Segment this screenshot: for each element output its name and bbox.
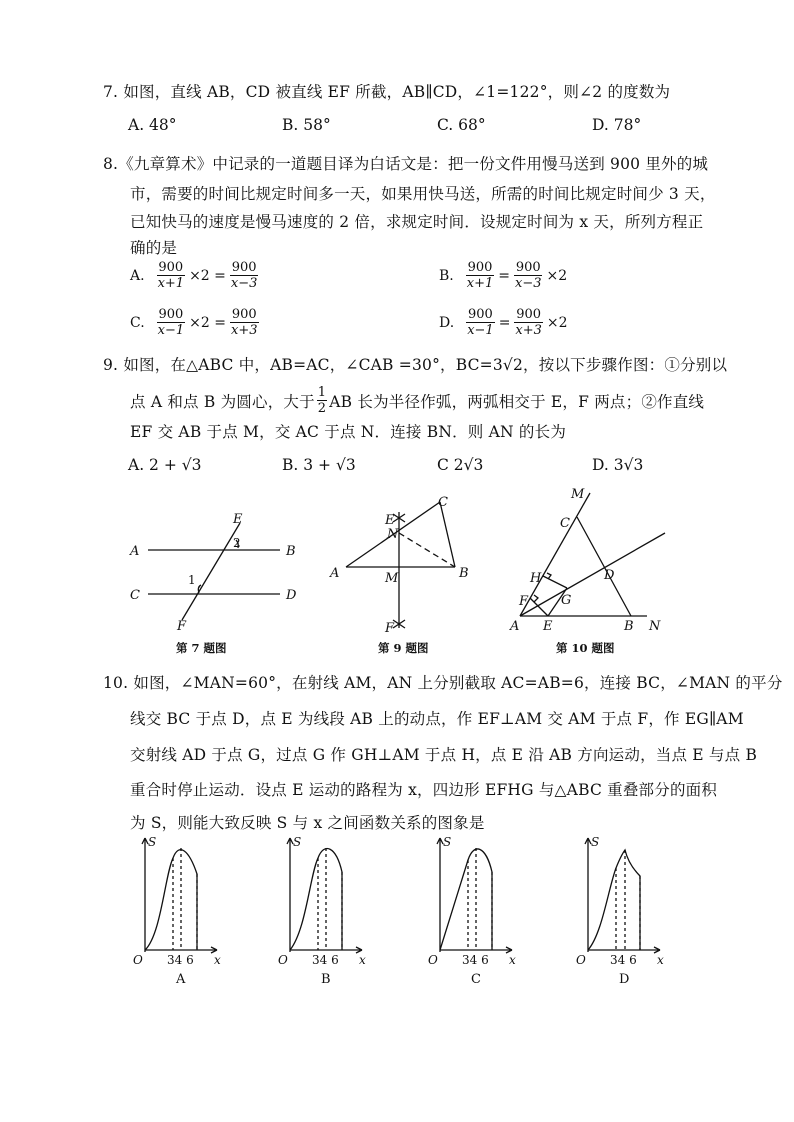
origin-label: O: [278, 953, 288, 967]
label-a: A: [510, 619, 520, 634]
label-e: E: [233, 512, 243, 527]
q10-line-5: 为 S，则能大致反映 S 与 x 之间函数关系的图象是: [130, 814, 485, 832]
segment-bn: [399, 533, 455, 567]
q8-line-2: 市，需要的时间比规定时间多一天，如果用快马送，所需的时间比规定时间少 3 天，: [130, 185, 716, 203]
q9-option-b: B. 3 + √3: [282, 456, 356, 474]
label-a: A: [130, 544, 140, 559]
label-c: C: [130, 588, 140, 603]
label-b: B: [286, 544, 296, 559]
angle-2-label: 2: [233, 536, 241, 550]
label-g: G: [561, 593, 572, 608]
graph-letter: D: [619, 972, 630, 987]
fraction-left: $\frac{900}{x-1}$: [467, 307, 494, 338]
label-b: B: [624, 619, 634, 634]
fraction-right: $\frac{900}{x+3}$: [515, 307, 542, 338]
axis-label-s: S: [293, 835, 302, 849]
q9-line-1: 9. 如图，在△ABC 中，AB=AC，∠CAB =30°，BC=3√2，按以下步骤作图：①分别以: [103, 356, 728, 374]
curve-c: [440, 849, 492, 950]
q9-option-c: C 2√3: [437, 456, 484, 474]
operator: =: [498, 314, 511, 331]
q10-line-4: 重合时停止运动．设点 E 运动的路程为 x，四边形 EFHG 与△ABC 重叠部分的面积: [130, 781, 718, 799]
label-e: E: [385, 513, 395, 528]
fraction-left: $\frac{900}{x+1}$: [157, 260, 185, 291]
origin-label: O: [133, 953, 143, 967]
q8-line-1: 8.《九章算术》中记录的一道题目译为白话文是：把一份文件用慢马送到 900 里外的城: [103, 155, 709, 173]
label-f: F: [519, 594, 529, 609]
curve-b: [290, 849, 342, 950]
label-c: C: [438, 495, 448, 510]
operator: ×2 =: [189, 314, 226, 331]
label-d: D: [286, 588, 297, 603]
graph-letter: C: [471, 972, 481, 987]
label-a: A: [330, 566, 340, 581]
q9-option-d: D. 3√3: [592, 456, 644, 474]
axis-label-s: S: [148, 835, 157, 849]
segment-bc: [577, 517, 631, 616]
operator: ×2: [546, 267, 568, 284]
axis-label-x: x: [359, 953, 366, 967]
q8-option-a: [128, 260, 264, 291]
q9-option-a: A. 2 + √3: [128, 456, 202, 474]
right-angle-f: [534, 595, 538, 602]
graph-d: [568, 830, 668, 990]
line-ef: [182, 523, 240, 620]
axis-label-s: S: [591, 835, 600, 849]
segment-bc: [440, 502, 455, 567]
label-d: D: [604, 568, 615, 583]
figure-10: [505, 485, 680, 635]
segment-gh: [543, 576, 567, 588]
axis-label-x: x: [657, 953, 664, 967]
fraction-right: $\frac{900}{x-3}$: [514, 260, 542, 291]
q10-line-3: 交射线 AD 于点 G，过点 G 作 GH⊥AM 于点 H，点 E 沿 AB 方向运动，当点 E 与点 B: [130, 746, 758, 764]
q7-option-d: D. 78°: [592, 116, 642, 134]
ray-am: [520, 493, 590, 616]
axis-label-s: S: [443, 835, 452, 849]
q9-line-2-part-a: 点 A 和点 B 为圆心，大于: [130, 392, 315, 411]
q9-line-2: [130, 385, 704, 416]
q8-option-d: [437, 307, 570, 338]
label-b: B: [459, 566, 469, 581]
label-e: E: [543, 619, 553, 634]
q10-line-2: 线交 BC 于点 D，点 E 为线段 AB 上的动点，作 EF⊥AM 交 AM 于点 F，作 EG∥AM: [130, 710, 744, 728]
graph-a: [125, 830, 225, 990]
tick-labels: 34 6: [462, 953, 489, 967]
axis-label-x: x: [214, 953, 221, 967]
operator: ×2 =: [189, 267, 226, 284]
figure-7: [120, 505, 310, 635]
label-m: M: [385, 571, 399, 586]
figure-7-caption: 第 7 题图: [176, 641, 227, 655]
graph-b: [270, 830, 370, 990]
half-fraction: $\frac{1}{2}$: [317, 385, 327, 416]
q9-line-2-part-b: AB 长为半径作弧，两弧相交于 E，F 两点；②作直线: [329, 392, 705, 411]
option-letter: B.: [439, 267, 454, 284]
fraction-left: $\frac{900}{x+1}$: [466, 260, 494, 291]
segment-ef: [530, 598, 548, 616]
label-f: F: [385, 621, 395, 636]
tick-labels: 34 6: [167, 953, 194, 967]
q7-option-b: B. 58°: [282, 116, 331, 134]
q9-line-3: EF 交 AB 于点 M，交 AC 于点 N．连接 BN．则 AN 的长为: [130, 423, 567, 441]
q7-stem: 7. 如图，直线 AB，CD 被直线 EF 所截，AB∥CD，∠1=122°，则∠2 的度数为: [103, 83, 671, 101]
curve-a: [145, 850, 197, 950]
tick-labels: 34 6: [312, 953, 339, 967]
label-c: C: [560, 516, 570, 531]
figure-10-caption: 第 10 题图: [556, 641, 615, 655]
fraction-right: $\frac{900}{x+3}$: [231, 307, 258, 338]
operator: ×2: [546, 314, 568, 331]
q7-option-c: C. 68°: [437, 116, 486, 134]
graph-c: [420, 830, 520, 990]
option-letter: A.: [130, 267, 145, 284]
operator: =: [498, 267, 510, 284]
figure-9: [322, 492, 487, 640]
q10-line-1: 10. 如图，∠MAN=60°，在射线 AM，AN 上分别截取 AC=AB=6，连接 BC，∠MAN 的平分: [103, 674, 783, 692]
q8-option-c: [128, 307, 265, 338]
q8-line-3: 已知快马的速度是慢马速度的 2 倍，求规定时间．设规定时间为 x 天，所列方程正: [130, 213, 704, 231]
angle-1-label: 1: [188, 573, 196, 587]
label-f: F: [177, 619, 187, 634]
option-letter: D.: [439, 314, 455, 331]
figure-9-caption: 第 9 题图: [378, 641, 429, 655]
q7-option-a: A. 48°: [128, 116, 177, 134]
origin-label: O: [428, 953, 438, 967]
label-m: M: [571, 487, 585, 502]
graph-letter: B: [321, 972, 331, 987]
option-letter: C.: [130, 314, 145, 331]
curve-d: [588, 850, 640, 950]
fraction-right: $\frac{900}{x-3}$: [230, 260, 258, 291]
origin-label: O: [576, 953, 586, 967]
label-h: H: [530, 571, 542, 586]
axis-label-x: x: [509, 953, 516, 967]
graph-letter: A: [176, 972, 186, 987]
q8-line-4: 确的是: [130, 239, 178, 257]
axis-arrows: [437, 838, 512, 953]
tick-labels: 34 6: [610, 953, 637, 967]
label-n: N: [387, 527, 399, 542]
fraction-left: $\frac{900}{x-1}$: [157, 307, 185, 338]
label-n: N: [649, 619, 661, 634]
q8-option-b: [437, 260, 569, 291]
